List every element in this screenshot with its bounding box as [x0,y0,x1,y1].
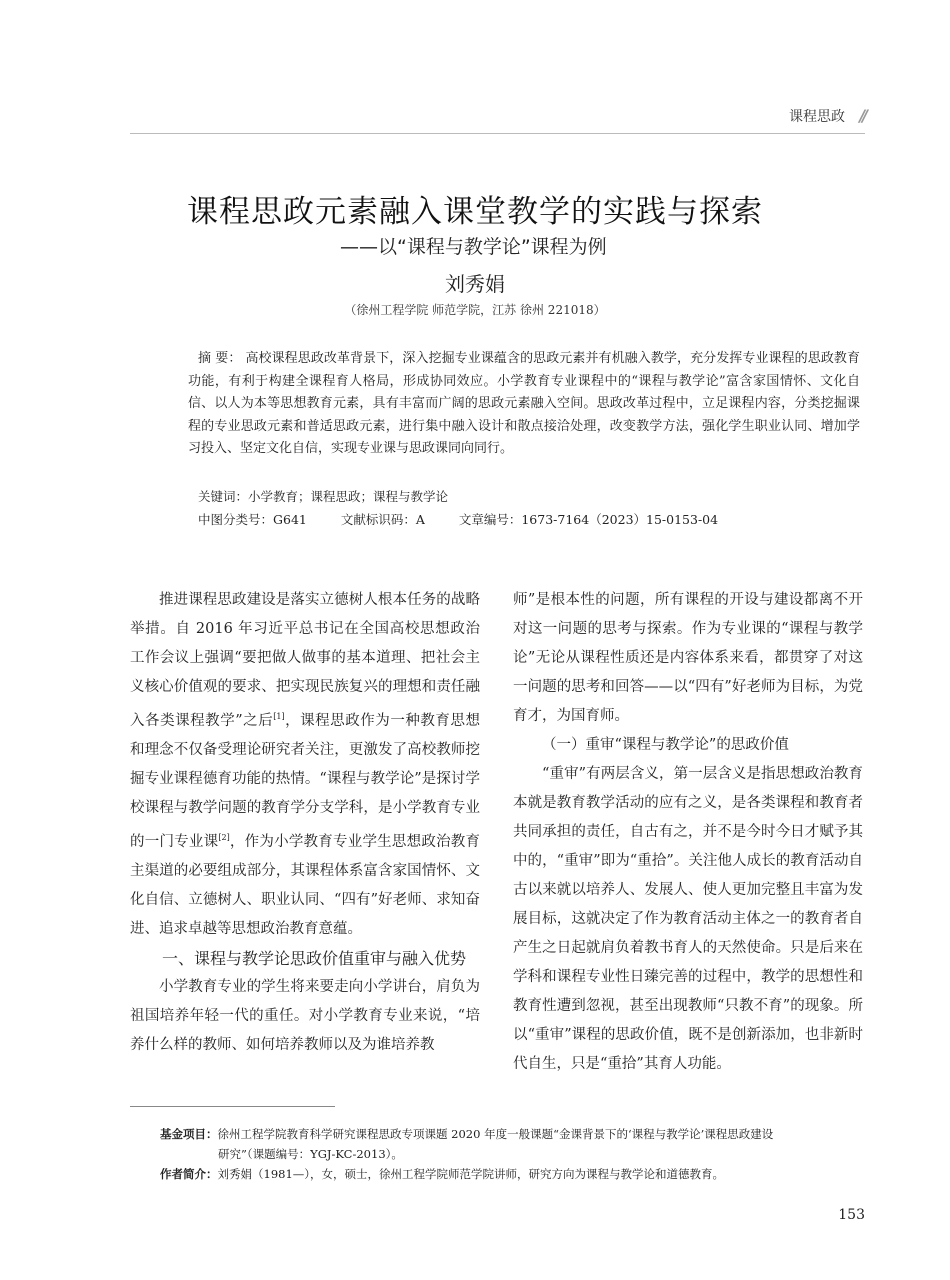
page-number: 153 [838,1207,865,1223]
header-rule [130,133,865,134]
funding-note: 基金项目：徐州工程学院教育科学研究课程思政专项课题 2020 年度一般课题“金课背景下的‘课程与教学论’课程思政建设 [160,1127,774,1141]
paragraph: 推进课程思政建设是落实立德树人根本任务的战略举措。自 2016 年习近平总书记在全国高校思想政治工作会议上强调“要把做人做事的基本道理、把社会主义核心价值观的要求、把实现民族复兴的理想和责任融入各类课程教学”之后[1]，课程思政作为一种教育思想和理念不仅备受理论研究者关注，更激发了高校教师挖掘专业课程德育功能的热情。“课程与教学论”是探讨学校课程与教学问题的教育学分支学科，是小学教育专业的一门专业课[2]，作为小学教育专业学生思想政治教育主渠道的必要组成部分，其课程体系富含家国情怀、文化自信、立德树人、职业认同、“四有”好老师、求知奋进、追求卓越等思想政治教育意蕴。 [130,592,481,937]
section-heading-1: 一、课程与教学论思政价值重审与融入优势 [162,948,467,968]
article-number: 文章编号：1673-7164（2023）15-0153-04 [458,512,719,527]
classification-line [198,510,748,528]
body-right-column [513,586,863,1079]
header-slash-mark: // [859,106,865,125]
funding-label: 基金项目： [160,1127,218,1141]
abstract-text: 高校课程思政改革背景下，深入挖掘专业课蕴含的思政元素并有机融入教学，充分发挥专业课程的思政教育功能，有利于构建全课程育人格局，形成协同效应。小学教育专业课程中的“课程与教学论”富含家国情怀、文化自信、以人为本等思想教育元素，具有丰富而广阔的思政元素融入空间。思政改革过程中，立足课程内容，分类挖掘课程的专业思政元素和普适思政元素，进行集中融入设计和散点接洽处理，改变教学方法，强化学生职业认同、增加学习投入、坚定文化自信，实现专业课与思政课同向同行。 [188,351,860,456]
author-name: 刘秀娟 [445,272,505,296]
abstract-label: 摘 要： [198,351,242,366]
author-bio-note: 作者简介：刘秀娟（1981—），女，硕士，徐州工程学院师范学院讲师，研究方向为课程与教学论和道德教育。 [160,1167,725,1181]
funding-note-continued: 研究”（课题编号：YGJ-KC-2013）。 [218,1147,403,1161]
subsection-heading: （一）重审“课程与教学论”的思政价值 [542,737,789,753]
article-subtitle: ——以“课程与教学论”课程为例 [340,236,607,258]
paragraph: 师”是根本性的问题，所有课程的开设与建设都离不开对这一问题的思考与探索。作为专业课的“课程与教学论”无论从课程性质还是内容体系来看，都贯穿了对这一问题的思考和回答——以“四有”好老师为目标，为党育才，为国育师。 [513,592,863,724]
citation-2[interactable]: [2] [218,832,230,842]
running-header: 课程思政 [789,109,845,125]
document-code: 文献标识码：A [340,512,425,527]
abstract [188,348,860,461]
author-affiliation: （徐州工程学院 师范学院，江苏 徐州 221018） [344,303,606,317]
paragraph: “重审”有两层含义，第一层含义是指思想政治教育本就是教育教学活动的应有之义，是各类课程和教育者共同承担的责任，自古有之，并不是今时今日才赋予其中的，“重审”即为“重拾”。关注他人成长的教育活动自古以来就以培养人、发展人、使人更加完整且丰富为发展目标，这就决定了作为教育活动主体之一的教育者自产生之日起就肩负着教书育人的天然使命。只是后来在学科和课程专业性日臻完善的过程中，教学的思想性和教育性遭到忽视，甚至出现教师“只教不育”的现象。所以“重审”课程的思政价值，既不是创新添加，也非新时代自生，只是“重拾”其育人功能。 [513,766,863,1072]
clc-number: 中图分类号：G641 [198,512,307,527]
footnote-rule [130,1106,335,1107]
author-bio-label: 作者简介： [160,1167,218,1181]
body-left-column [130,586,480,1060]
citation-1[interactable]: [1] [273,712,285,721]
footnotes [160,1124,880,1184]
article-title: 课程思政元素融入课堂教学的实践与探索 [187,194,763,230]
paragraph: 小学教育专业的学生将来要走向小学讲台，肩负为祖国培养年轻一代的重任。对小学教育专业来说，“培养什么样的教师、如何培养教师以及为谁培养教 [130,978,480,1053]
keywords: 关键词：小学教育；课程思政；课程与教学论 [198,489,449,504]
